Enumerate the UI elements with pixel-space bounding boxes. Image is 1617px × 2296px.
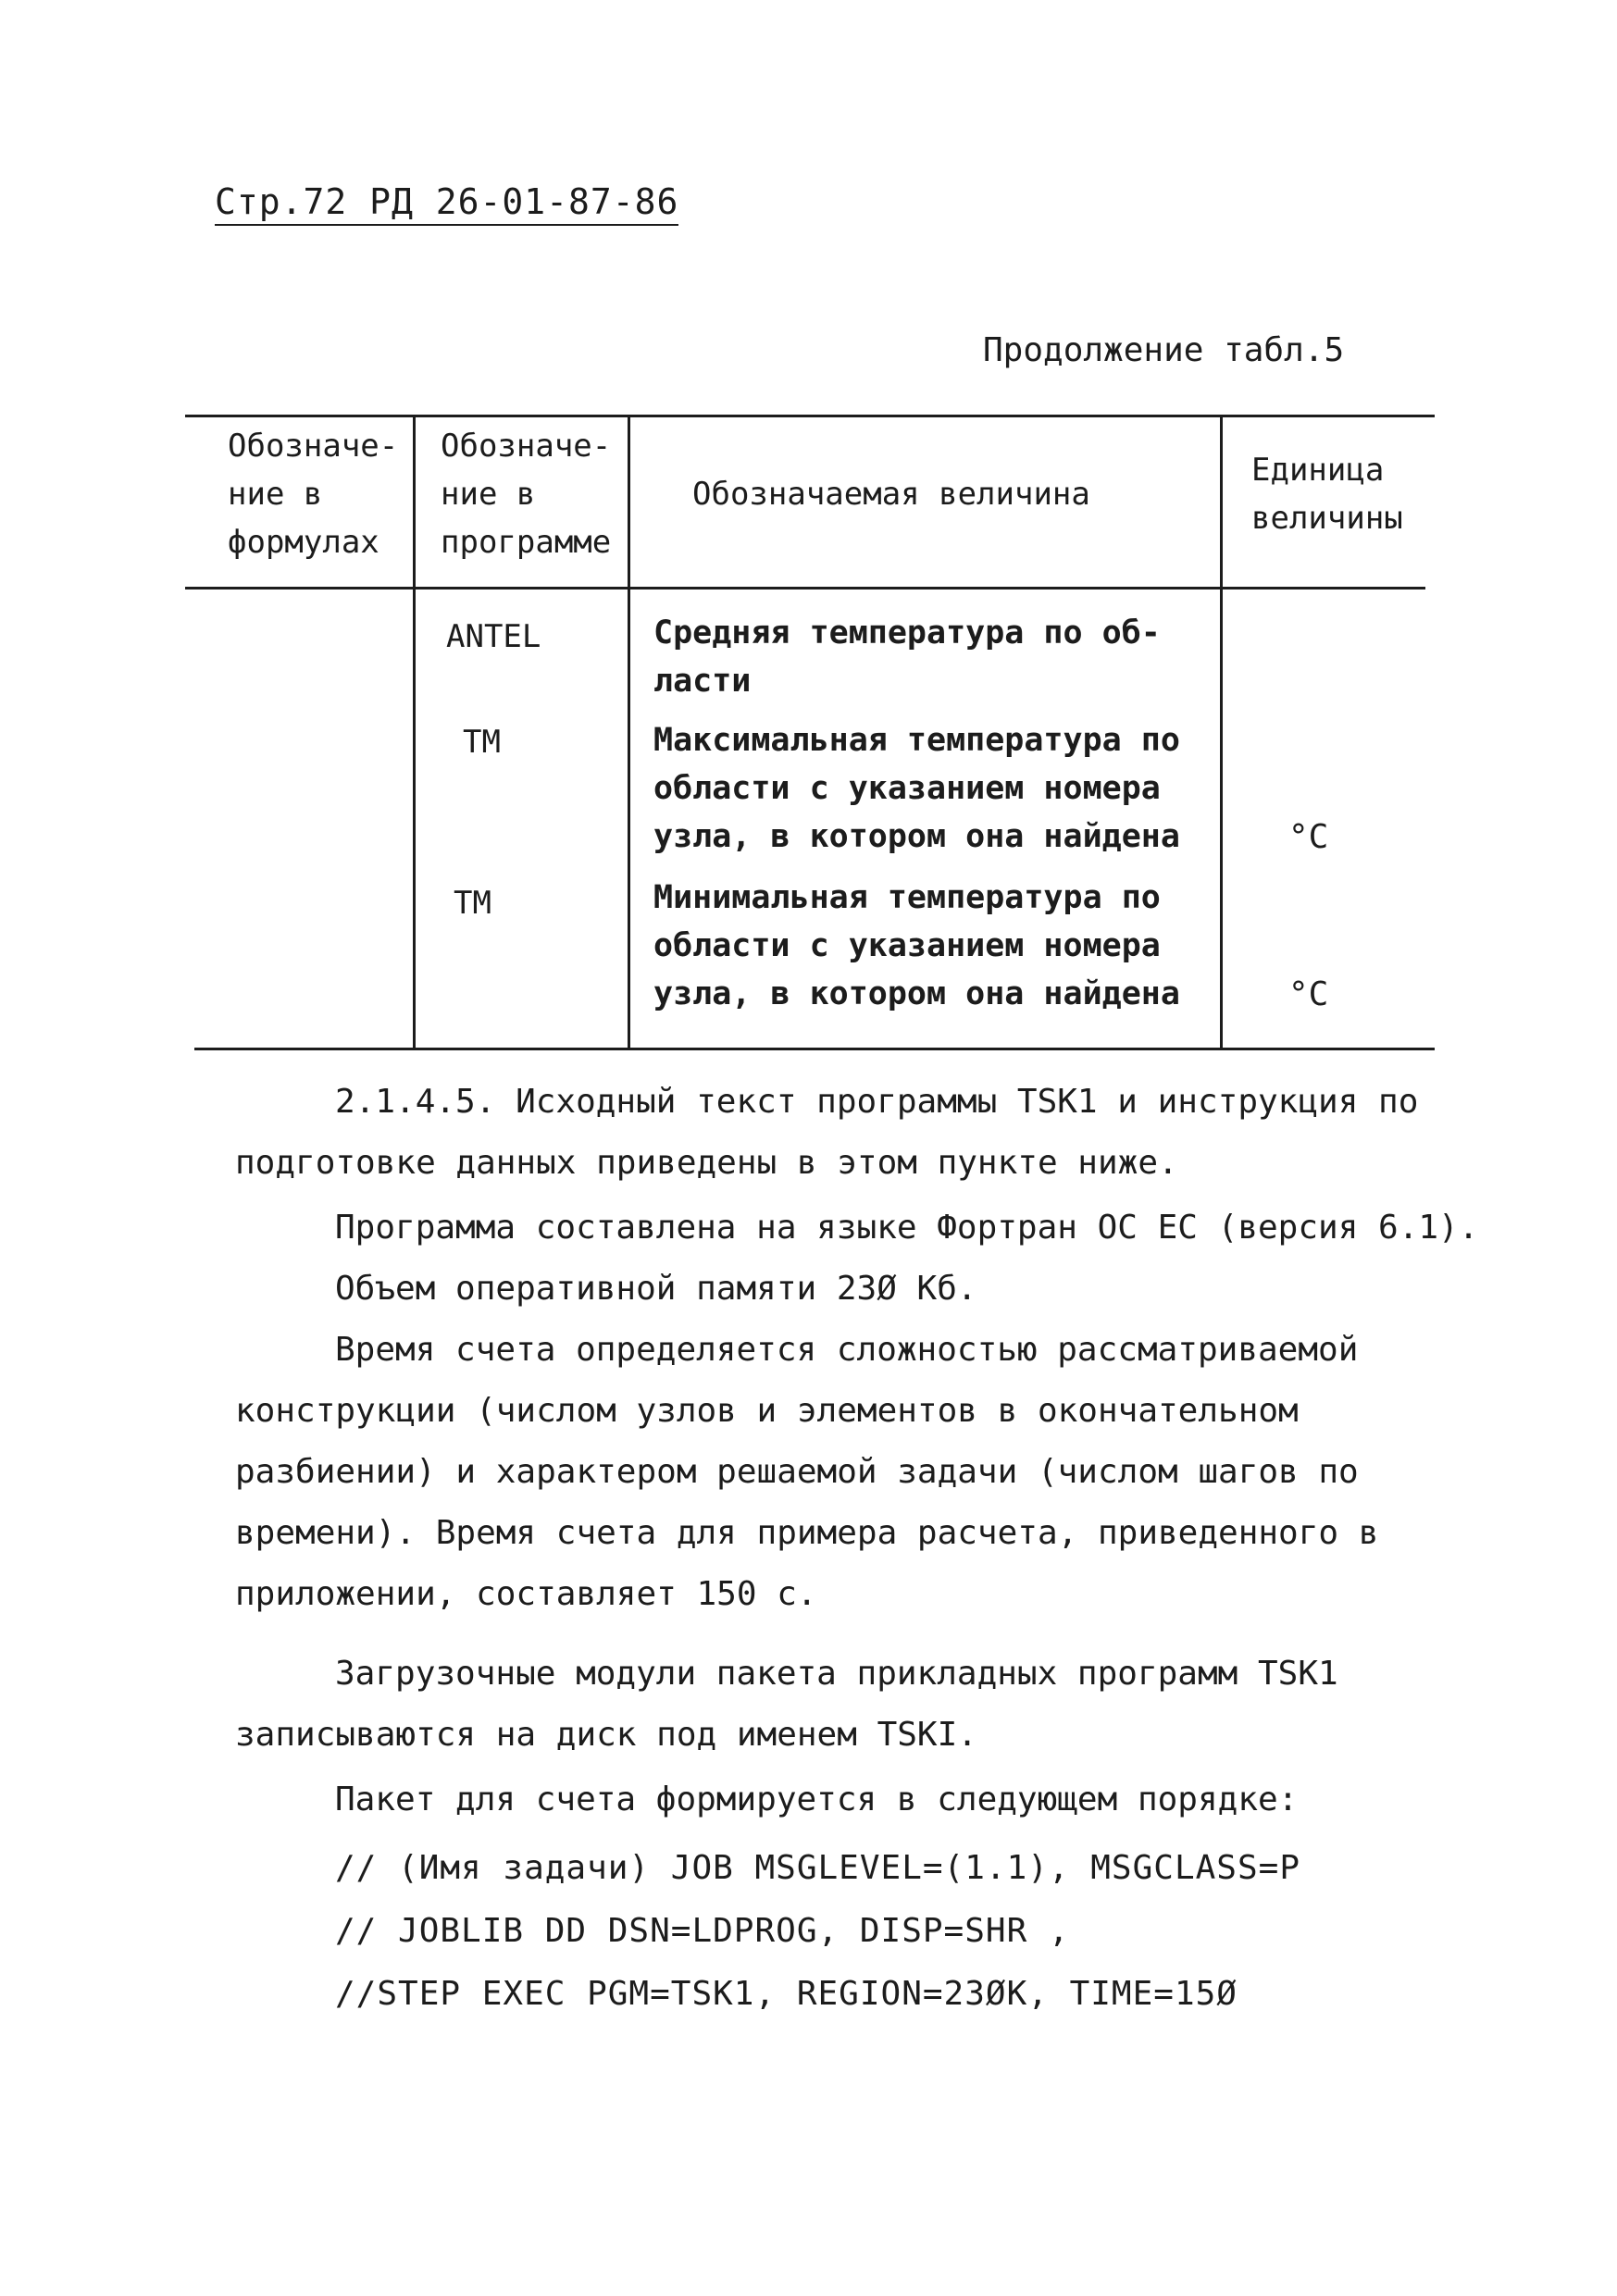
paragraph-source-text: 2.1.4.5. Исходный текст программы TSK1 и инструкция по подготовке данных приведены в этом пункте ниже. xyxy=(235,1083,1419,1182)
table-header-rule xyxy=(185,587,1425,590)
table-col-divider-1 xyxy=(413,415,416,1049)
jcl-line-step: //STEP EXEC PGM=TSK1, REGION=23ØK, TIME=15Ø xyxy=(335,1975,1238,2013)
quantity-min-temperature: Минимальная температура по области с указанием номера узла, в котором она найдена xyxy=(653,879,1180,1012)
unit-celsius-max: °C xyxy=(1288,818,1329,856)
parameters-table xyxy=(185,415,1435,1053)
paragraph-fortran: Программа составлена на языке Фортран ОС ЕС (версия 6.1). xyxy=(335,1209,1479,1247)
paragraph-load-modules: Загрузочные модули пакета прикладных программ TSK1 записываются на диск под именем TSKI. xyxy=(235,1655,1338,1754)
quantity-max-temperature: Максимальная температура по области с указанием номера узла, в котором она найдена xyxy=(653,722,1180,855)
program-symbol-tm-max: TM xyxy=(463,724,501,761)
quantity-mean-temperature: Средняя температура по об- ласти xyxy=(653,614,1161,700)
col-header-unit: Единица величины xyxy=(1251,452,1403,537)
col-header-program: Обозначе- ние в программе xyxy=(441,428,612,561)
col-header-quantity: Обозначаемая величина xyxy=(692,476,1090,513)
paragraph-memory: Объем оперативной памяти 23Ø Кб. xyxy=(335,1270,977,1308)
jcl-line-job: // (Имя задачи) JOB MSGLEVEL=(1.1), MSGCLASS=P xyxy=(335,1849,1300,1887)
page-header: Стр.72 РД 26-01-87-86 xyxy=(215,181,678,226)
jcl-line-joblib: // JOBLIB DD DSN=LDPROG, DISP=SHR , xyxy=(335,1912,1070,1950)
table-col-divider-2 xyxy=(628,415,630,1049)
table-bottom-rule xyxy=(194,1048,1435,1050)
table-col-divider-3 xyxy=(1220,415,1223,1049)
paragraph-job-package: Пакет для счета формируется в следующем порядке: xyxy=(335,1781,1299,1818)
program-symbol-antel: ANTEL xyxy=(446,618,541,655)
paragraph-run-time: Время счета определяется сложностью рассматриваемой конструкции (числом узлов и элементов в окончательном разбиении) и характером решаемой задачи (числом шагов по времени). Время счета для примера расчета, приведенного в приложении, составляет 150 с. xyxy=(235,1331,1379,1613)
col-header-formula: Обозначе- ние в формулах xyxy=(228,428,399,561)
program-symbol-tm-min: TM xyxy=(454,885,491,922)
table-continuation-label: Продолжение табл.5 xyxy=(983,331,1345,369)
table-top-rule xyxy=(185,415,1435,417)
unit-celsius-min: °C xyxy=(1288,975,1329,1013)
